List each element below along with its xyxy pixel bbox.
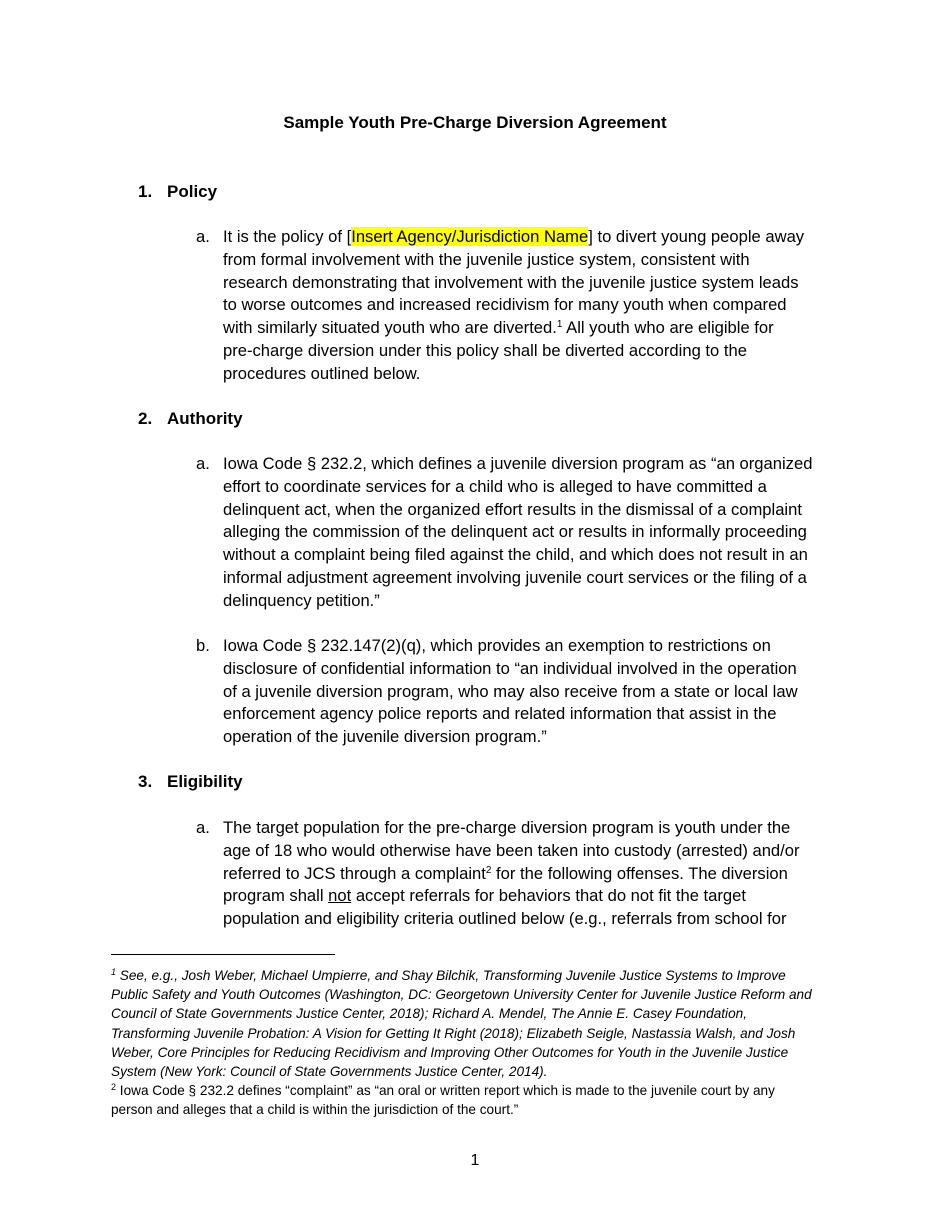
item-text — [223, 226, 846, 386]
footnote-line: $^2$ Iowa Code § 232.2 defines “complaint” as “an oral or written report which is made to the juvenile court by any — [111, 1082, 775, 1099]
section-heading-eligibility — [138, 771, 243, 793]
item-label: a. — [196, 818, 210, 837]
text-line: informal adjustment agreement involving juvenile court services or the filing of a — [223, 567, 807, 587]
text-line: alleging the commission of the delinquent act or results in informally proceeding — [223, 522, 807, 542]
footnote-ref-2[interactable]: 2 — [485, 864, 492, 876]
text-line: delinquency petition.” — [223, 590, 380, 610]
text-line: referred to JCS through a complaint$^2$ for the following offenses. The diversion — [223, 863, 788, 883]
text-line: enforcement agency police reports and related information that assist in the — [223, 704, 777, 724]
underlined-not: not — [328, 886, 352, 906]
text-line: population and eligibility criteria outlined below (e.g., referrals from school for — [223, 909, 787, 929]
text-line: to worse outcomes and increased recidivism for many youth when compared — [223, 295, 787, 315]
footnote-separator — [111, 954, 335, 955]
highlighted-placeholder: Insert Agency/Jurisdiction Name — [351, 227, 589, 246]
text-line: pre-charge diversion under this policy shall be diverted according to the — [223, 340, 747, 360]
text-line: disclosure of confidential information to “an individual involved in the operation — [223, 658, 797, 678]
text-line: Iowa Code § 232.147(2)(q), which provides an exemption to restrictions on — [223, 636, 771, 655]
text-line: delinquent act, when the organized effort results in the dismissal of a complaint — [223, 499, 802, 519]
footnote-line: Public Safety and Youth Outcomes (Washington, DC: Georgetown University Center for Juvenile Justice Reform and — [111, 987, 812, 1003]
text-line: operation of the juvenile diversion program.” — [223, 727, 547, 747]
section-title: Policy — [167, 182, 218, 201]
authority-item-a — [196, 453, 846, 613]
item-text — [223, 817, 846, 931]
text-line: research demonstrating that involvement with the juvenile justice system leads — [223, 272, 799, 292]
section-title: Authority — [167, 409, 243, 428]
document-title: Sample Youth Pre-Charge Diversion Agreement — [283, 113, 667, 132]
item-text — [223, 453, 846, 613]
text-line: procedures outlined below. — [223, 363, 421, 383]
footnote-line: Weber, Core Principles for Reducing Recidivism and Improving Other Outcomes for Youth in the Juvenile Justice — [111, 1044, 789, 1060]
text-line: age of 18 who would otherwise have been taken into custody (arrested) and/or — [223, 840, 800, 860]
text-line: It is the policy of [Insert Agency/Jurisdiction Name] to divert young people away — [223, 227, 805, 246]
text-line: from formal involvement with the juvenile justice system, consistent with — [223, 249, 750, 269]
section-heading-policy — [138, 181, 217, 203]
authority-item-b — [196, 635, 846, 749]
footnote-line: Transforming Juvenile Probation: A Vision for Getting It Right (2018); Elizabeth Seigle, Nastassia Walsh, and Josh — [111, 1025, 796, 1041]
item-label: a. — [196, 454, 210, 473]
section-number: 3. — [138, 772, 153, 791]
policy-item-a — [196, 226, 846, 386]
text-line: program shall not accept referrals for behaviors that do not fit the target — [223, 886, 746, 906]
footnote-line: person and alleges that a child is within the jurisdiction of the court.” — [111, 1102, 519, 1118]
footnote-2 — [111, 1081, 841, 1119]
footnote-marker: 1 — [111, 967, 117, 977]
footnote-line: System (New York: Council of State Governments Justice Center, 2014). — [111, 1064, 548, 1080]
page-number: 1 — [470, 1152, 480, 1169]
item-text — [223, 635, 846, 749]
section-number: 1. — [138, 182, 153, 201]
text-line: The target population for the pre-charge diversion program is youth under the — [223, 818, 791, 837]
text-line: effort to coordinate services for a child who is alleged to have committed a — [223, 476, 767, 496]
footnotes — [111, 966, 841, 1120]
eligibility-item-a — [196, 817, 846, 931]
footnote-1 — [111, 966, 841, 1081]
item-label: b. — [196, 636, 210, 655]
item-label: a. — [196, 227, 210, 246]
footnote-line: Council of State Governments Justice Center, 2018); Richard A. Mendel, The Annie E. Casey Foundation, — [111, 1006, 747, 1022]
text-line: of a juvenile diversion program, who may also receive from a state or local law — [223, 681, 798, 701]
footnote-marker: 2 — [111, 1082, 117, 1093]
footnote-ref-1[interactable]: 1 — [556, 319, 563, 331]
footnote-line: $^1$ See, e.g., Josh Weber, Michael Umpierre, and Shay Bilchik, Transforming Juvenile Justice Systems to Improve — [111, 967, 786, 983]
section-number: 2. — [138, 409, 153, 428]
text-line: Iowa Code § 232.2, which defines a juvenile diversion program as “an organized — [223, 454, 813, 473]
section-title: Eligibility — [167, 772, 243, 791]
section-heading-authority — [138, 408, 243, 430]
text-line: without a complaint being filed against the child, and which does not result in an — [223, 545, 808, 565]
text-line: with similarly situated youth who are diverted.$^1$ All youth who are eligible for — [223, 318, 774, 338]
